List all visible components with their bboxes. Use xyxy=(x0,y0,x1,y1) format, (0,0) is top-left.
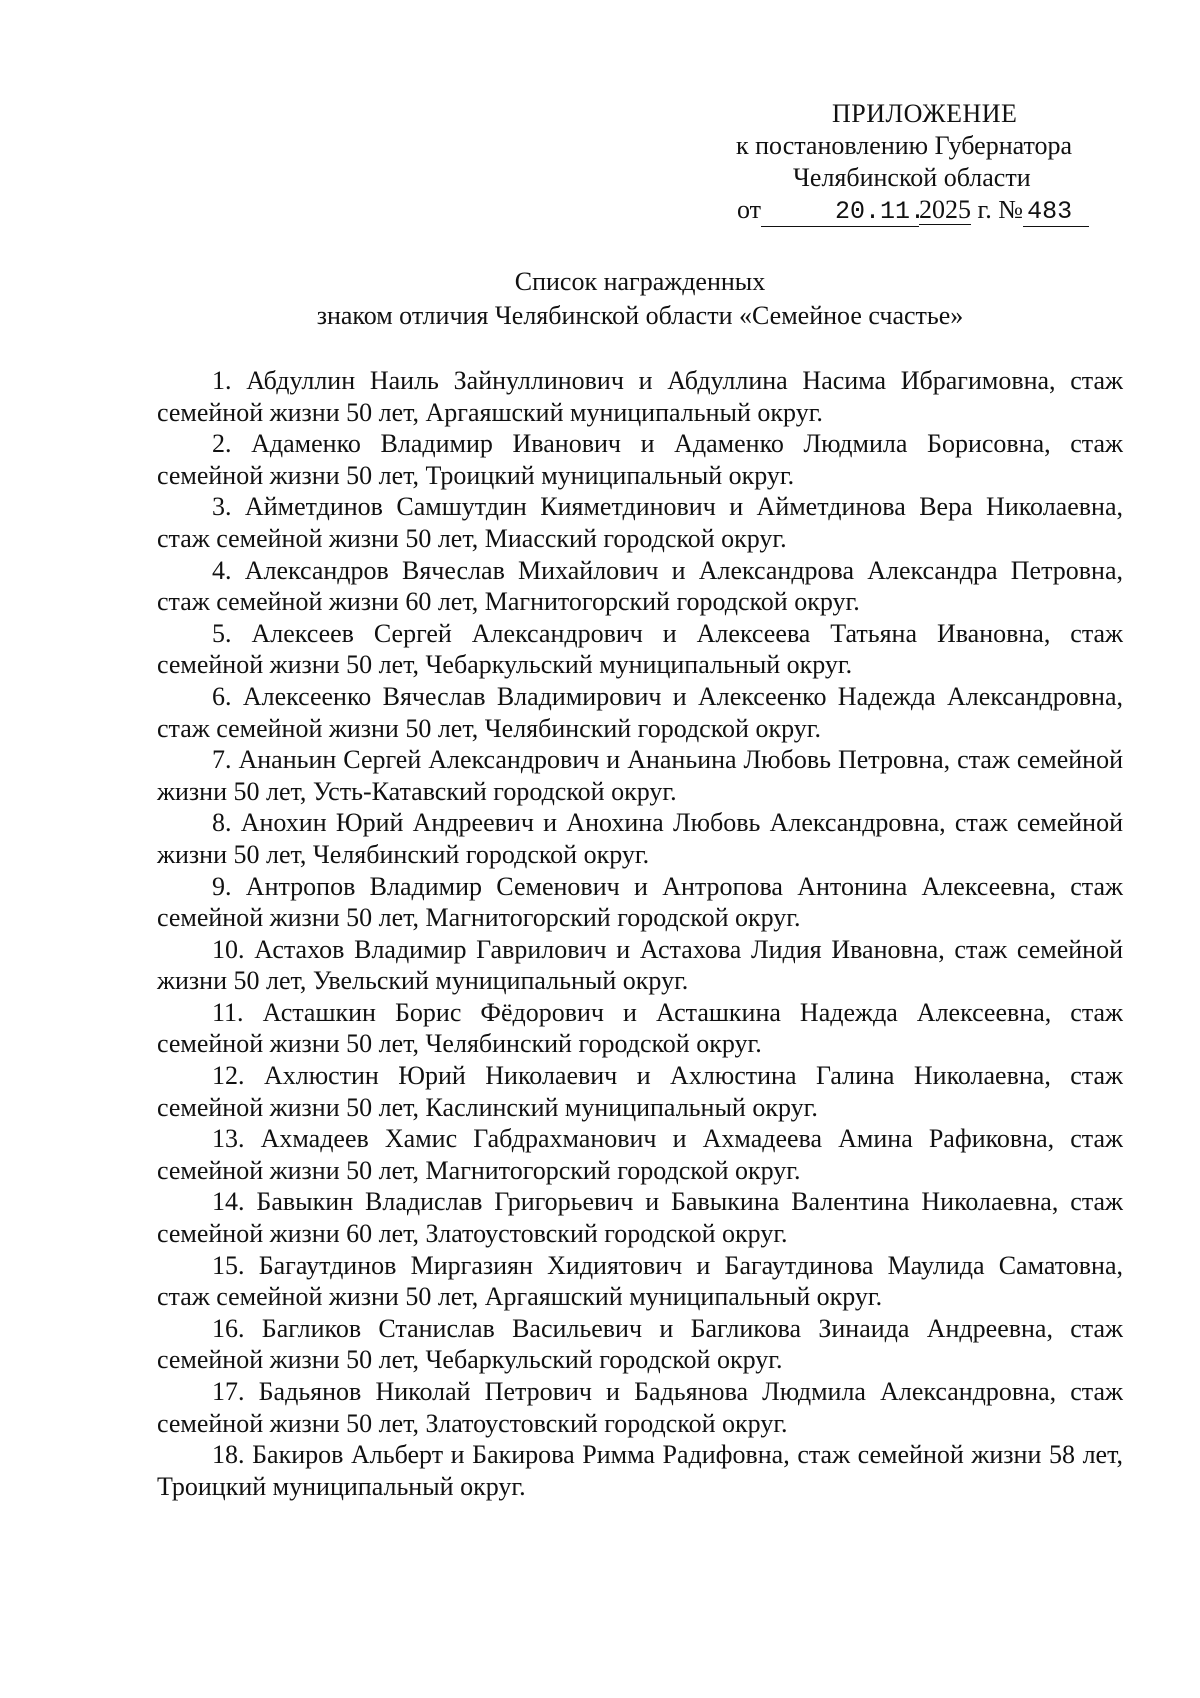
list-item: 4. Александров Вячеслав Михайлович и Александрова Александра Петровна, стаж семейной жизни 60 лет, Магнитогорский городской округ. xyxy=(157,555,1123,617)
list-item: 9. Антропов Владимир Семенович и Антропова Антонина Алексеевна, стаж семейной жизни 50 лет, Магнитогорский городской округ. xyxy=(157,871,1123,933)
list-item: 2. Адаменко Владимир Иванович и Адаменко Людмила Борисовна, стаж семейной жизни 50 лет, Троицкий муниципальный округ. xyxy=(157,429,1123,490)
date-field xyxy=(761,196,926,227)
list-item: 10. Астахов Владимир Гаврилович и Астахова Лидия Ивановна, стаж семейной жизни 50 лет, Увельский муниципальный округ. xyxy=(157,934,1123,996)
awardees-list xyxy=(157,365,1123,1502)
list-heading xyxy=(160,265,1120,333)
appendix-decree-line: к постановлению Губернатора xyxy=(736,131,1073,160)
appendix-block xyxy=(735,98,1135,227)
list-item: 3. Айметдинов Самшутдин Кияметдинович и Айметдинова Вера Николаевна, стаж семейной жизни 50 лет, Миасский городской округ. xyxy=(157,492,1123,553)
date-value: 20.11. xyxy=(835,197,926,226)
list-item: 6. Алексеенко Вячеслав Владимирович и Алексеенко Надежда Александровна, стаж семейной жизни 50 лет, Челябинский городской округ. xyxy=(157,681,1123,743)
list-item: 7. Ананьин Сергей Александрович и Ананьина Любовь Петровна, стаж семейной жизни 50 лет, Усть-Катавский городской округ. xyxy=(157,745,1123,806)
list-item: 11. Асташкин Борис Фёдорович и Асташкина Надежда Алексеевна, стаж семейной жизни 50 лет, Челябинский городской округ. xyxy=(157,997,1123,1059)
date-prefix: от xyxy=(737,195,762,224)
decree-number: 483 xyxy=(1027,197,1073,226)
number-prefix: г. № xyxy=(977,195,1024,224)
list-item: 1. Абдуллин Наиль Зайнуллинович и Абдуллина Насима Ибрагимовна, стаж семейной жизни 50 лет, Аргаяшский муниципальный округ. xyxy=(157,366,1123,427)
appendix-region-line: Челябинской области xyxy=(793,163,1031,192)
list-item: 14. Бавыкин Владислав Григорьевич и Бавыкина Валентина Николаевна, стаж семейной жизни 60 лет, Златоустовский городской округ. xyxy=(157,1187,1123,1249)
appendix-title: ПРИЛОЖЕНИЕ xyxy=(832,99,1018,128)
heading-line-2: знаком отличия Челябинской области «Семейное счастье» xyxy=(316,301,964,330)
heading-line-1: Список награжденных xyxy=(514,267,766,296)
list-item: 12. Ахлюстин Юрий Николаевич и Ахлюстина Галина Николаевна, стаж семейной жизни 50 лет, Каслинский муниципальный округ. xyxy=(157,1061,1123,1122)
list-item: 13. Ахмадеев Хамис Габдрахманович и Ахмадеева Амина Рафиковна, стаж семейной жизни 50 лет, Магнитогорский городской округ. xyxy=(157,1124,1123,1185)
list-item: 5. Алексеев Сергей Александрович и Алексеева Татьяна Ивановна, стаж семейной жизни 50 лет, Чебаркульский муниципальный округ. xyxy=(157,618,1123,680)
number-field xyxy=(1023,196,1089,227)
list-item: 8. Анохин Юрий Андреевич и Анохина Любовь Александровна, стаж семейной жизни 50 лет, Челябинский городской округ. xyxy=(157,808,1123,869)
list-item: 15. Багаутдинов Миргазиян Хидиятович и Багаутдинова Маулида Саматовна, стаж семейной жизни 50 лет, Аргаяшский муниципальный округ. xyxy=(157,1250,1123,1312)
year-field xyxy=(919,196,971,225)
appendix-date-line xyxy=(735,194,1135,227)
list-item: 16. Багликов Станислав Васильевич и Багликова Зинаида Андреевна, стаж семейной жизни 50 лет, Чебаркульский городской округ. xyxy=(157,1313,1123,1375)
year-value: 2025 xyxy=(919,195,972,224)
list-item: 18. Бакиров Альберт и Бакирова Римма Радифовна, стаж семейной жизни 58 лет, Троицкий муниципальный округ. xyxy=(157,1440,1123,1501)
list-item: 17. Бадьянов Николай Петрович и Бадьянова Людмила Александровна, стаж семейной жизни 50 лет, Златоустовский городской округ. xyxy=(157,1377,1123,1438)
